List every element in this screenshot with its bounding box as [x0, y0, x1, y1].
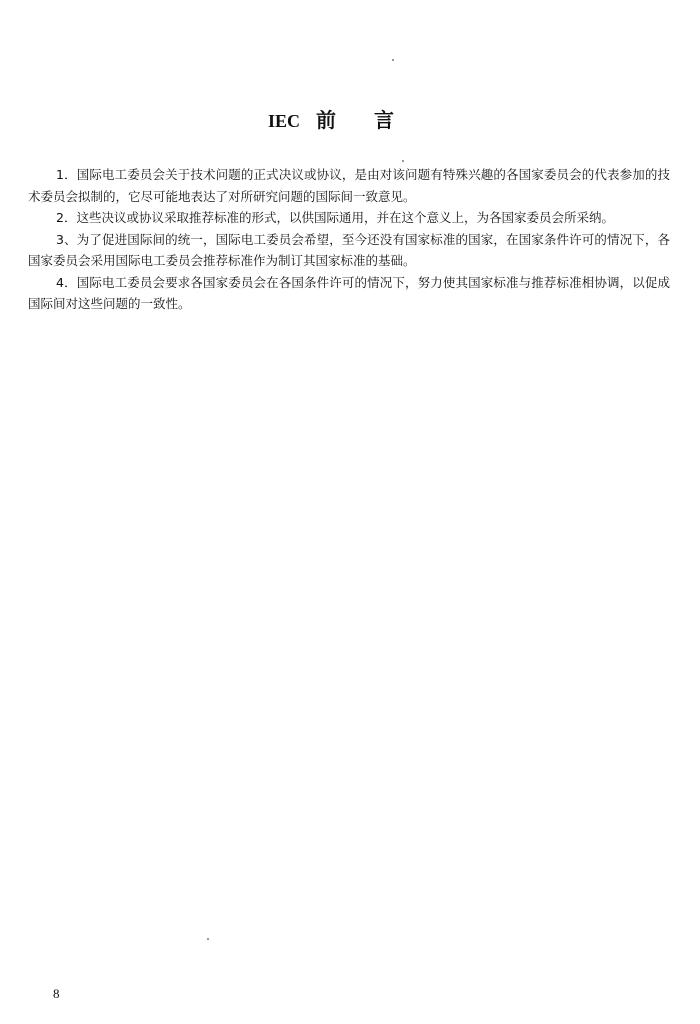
title-main: 前言: [316, 108, 432, 132]
body-text: [28, 164, 670, 315]
scan-speck: [207, 938, 209, 940]
scan-speck: [402, 160, 404, 162]
paragraph-3: 3、为了促进国际间的统一，国际电工委员会希望，至今还没有国家标准的国家，在国家条件许可的情况下，各国家委员会采用国际电工委员会推荐标准作为制订其国家标准的基础。: [28, 231, 670, 268]
paragraph-1: 1．国际电工委员会关于技术问题的正式决议或协议，是由对该问题有特殊兴趣的各国家委员会的代表参加的技术委员会拟制的，它尽可能地表达了对所研究问题的国际间一致意见。: [28, 167, 670, 204]
page-title: [0, 104, 700, 133]
paragraph-2: 2．这些决议或协议采取推荐标准的形式，以供国际通用，并在这个意义上，为各国家委员会所采纳。: [56, 210, 614, 225]
paragraph-4: 4．国际电工委员会要求各国家委员会在各国条件许可的情况下，努力使其国家标准与推荐标准相协调，以促成国际间对这些问题的一致性。: [28, 274, 670, 311]
title-prefix: IEC: [267, 111, 300, 131]
page-number: 8: [53, 986, 60, 1001]
scan-speck: [392, 59, 394, 61]
